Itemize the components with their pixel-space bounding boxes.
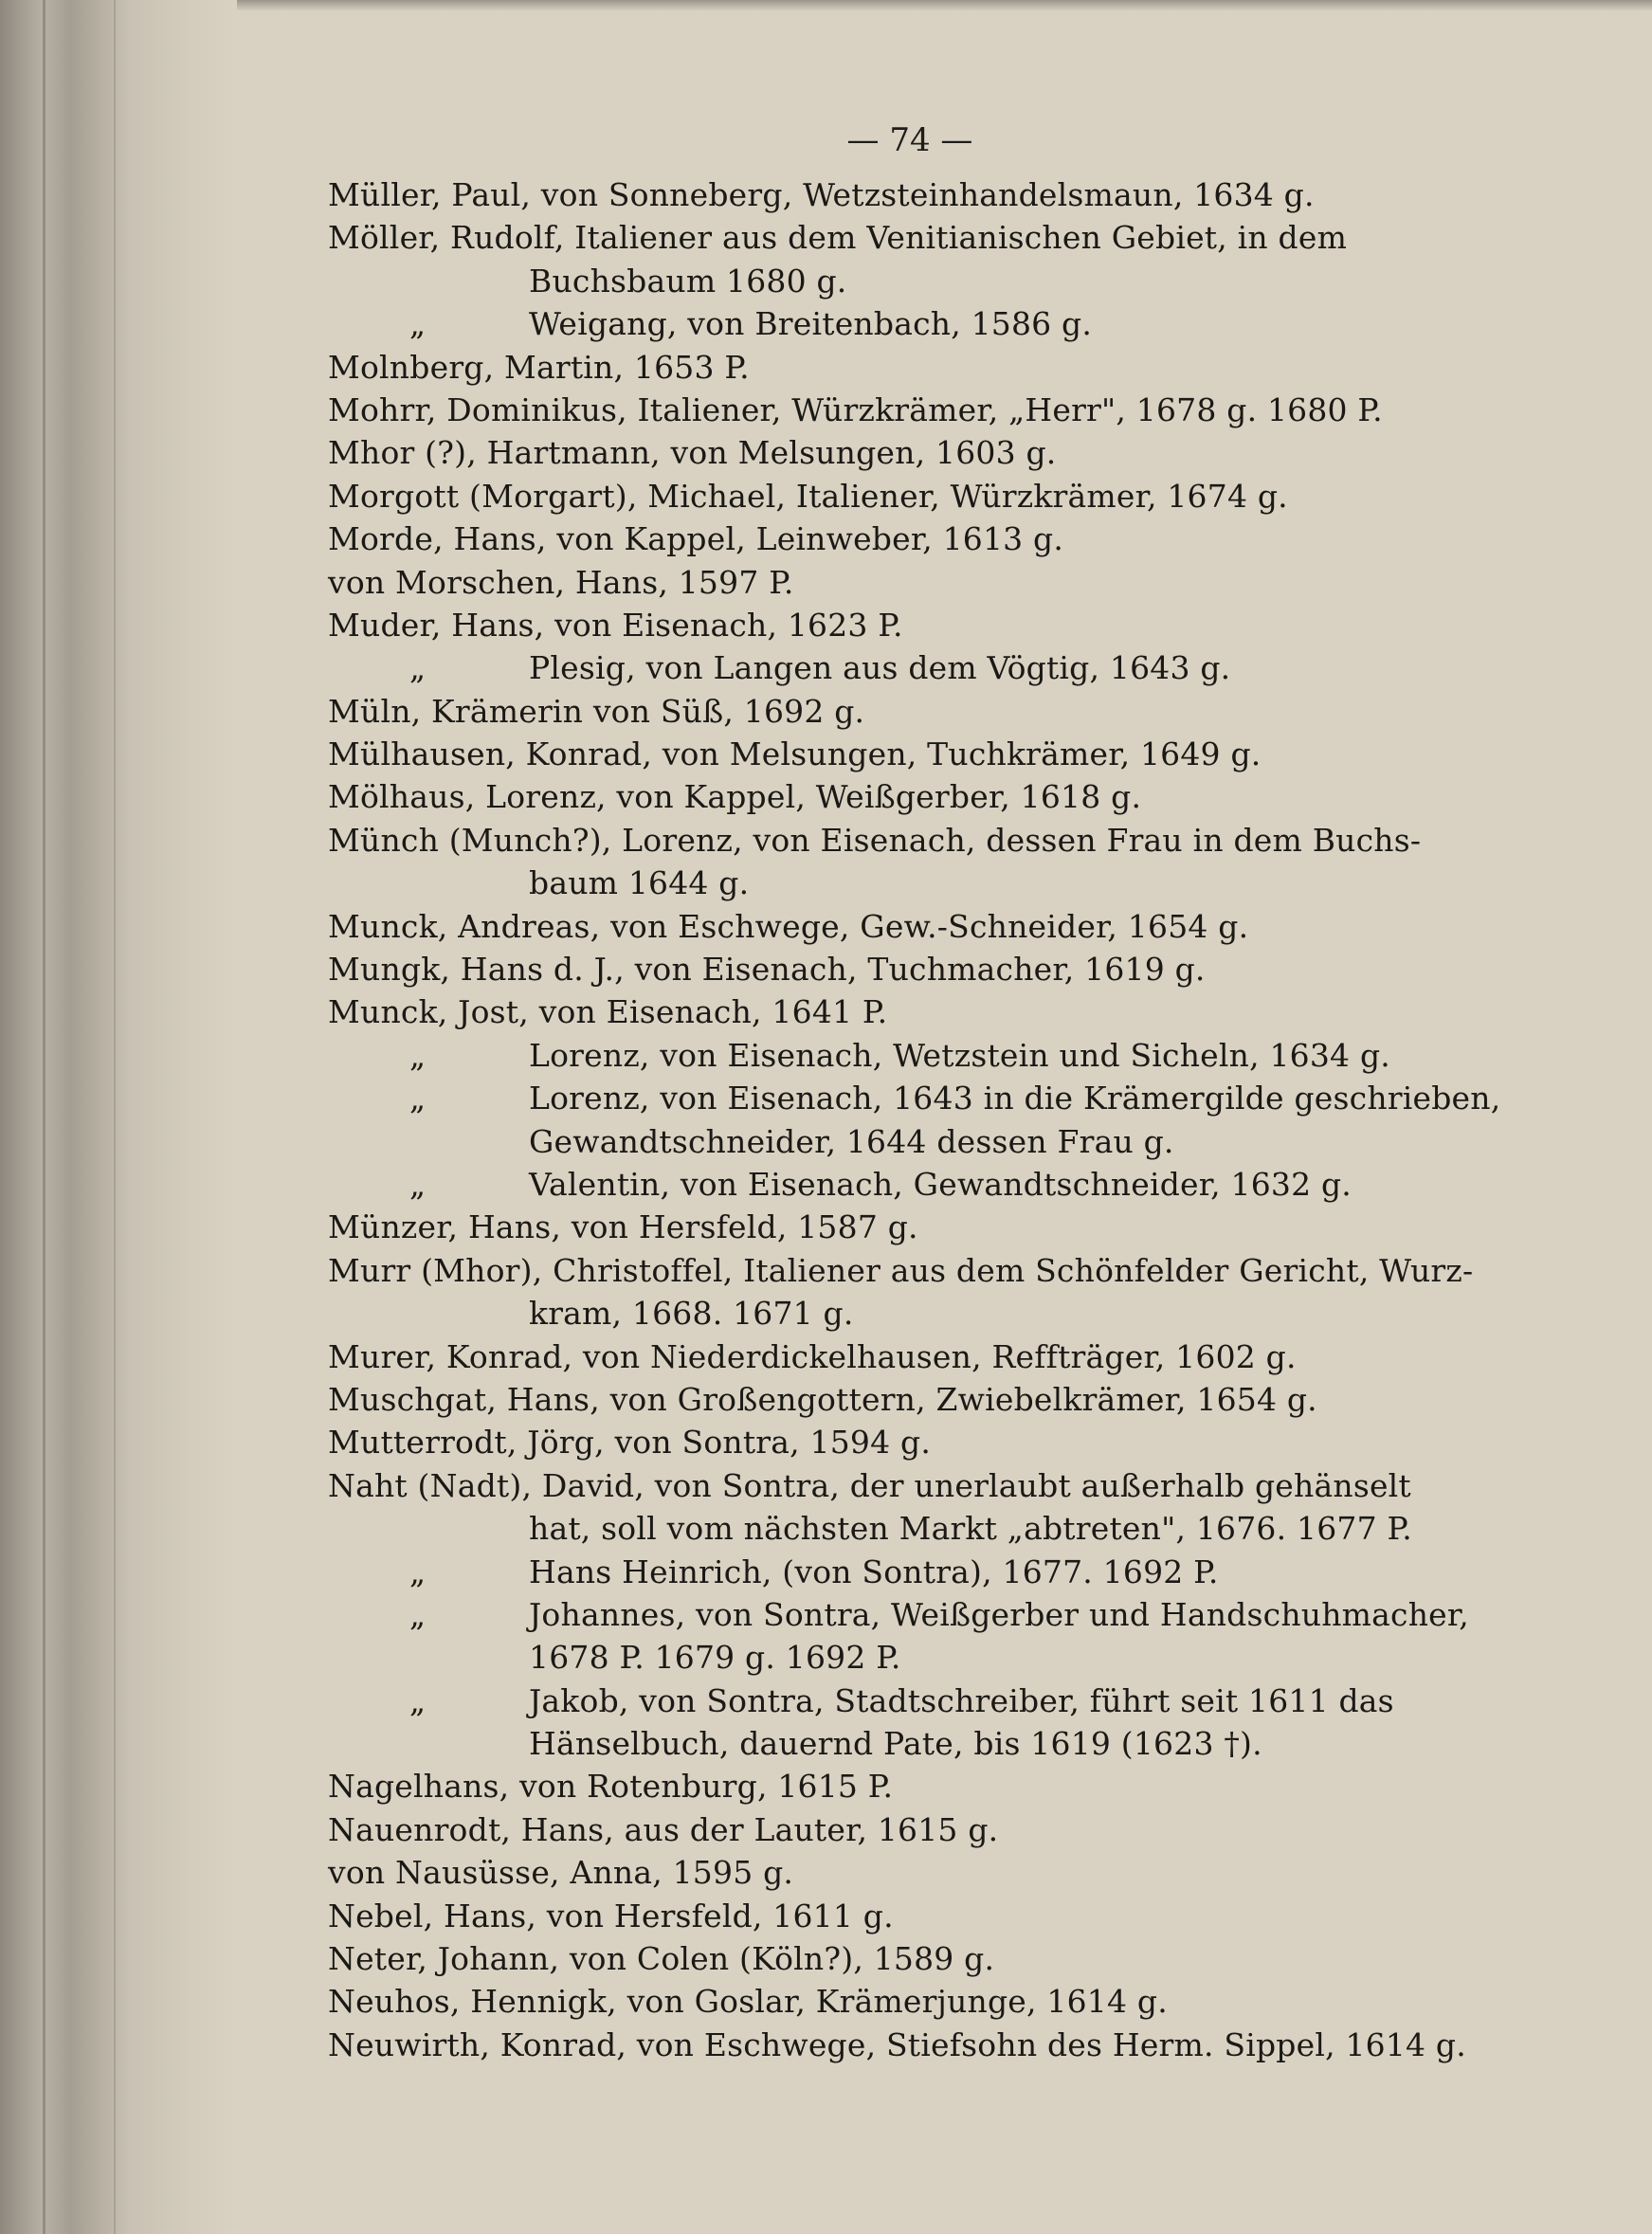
page-top-edge bbox=[0, 0, 1652, 11]
entry-text: Murr (Mhor), Christoffel, Italiener aus dem Schönfelder Gericht, Wurz- bbox=[328, 1251, 1474, 1289]
page-number: — 74 — bbox=[846, 121, 973, 159]
ditto-mark: „ bbox=[409, 305, 427, 343]
register-entry bbox=[328, 819, 1551, 862]
entry-text: baum 1644 g. bbox=[529, 864, 750, 902]
register-entry bbox=[328, 1335, 1551, 1378]
entry-text: Mhor (?), Hartmann, von Melsungen, 1603 g. bbox=[328, 434, 1057, 472]
entry-text: Hans Heinrich, (von Sontra), 1677. 1692 P. bbox=[529, 1553, 1219, 1590]
entry-continuation-line bbox=[328, 1507, 1551, 1550]
entry-text: 1678 P. 1679 g. 1692 P. bbox=[529, 1639, 901, 1677]
ditto-entry-line bbox=[328, 646, 1551, 689]
register-entry bbox=[328, 2024, 1551, 2066]
ditto-mark: „ bbox=[409, 1165, 427, 1203]
register-entry bbox=[328, 733, 1551, 775]
entry-text: Jakob, von Sontra, Stadtschreiber, führt seit 1611 das bbox=[529, 1681, 1394, 1719]
ditto-mark: „ bbox=[409, 1681, 427, 1719]
register-entries bbox=[328, 173, 1551, 2066]
entry-text: Neuwirth, Konrad, von Eschwege, Stiefsohn des Herm. Sippel, 1614 g. bbox=[328, 2025, 1466, 2063]
register-entry bbox=[328, 346, 1551, 389]
register-entry bbox=[328, 518, 1551, 560]
entry-text: Morgott (Morgart), Michael, Italiener, Würzkrämer, 1674 g. bbox=[328, 477, 1288, 515]
entry-text: Munck, Andreas, von Eschwege, Gew.-Schneider, 1654 g. bbox=[328, 907, 1249, 945]
ditto-mark: „ bbox=[409, 649, 427, 687]
entry-text: Muder, Hans, von Eisenach, 1623 P. bbox=[328, 606, 903, 644]
ditto-entry-line bbox=[328, 302, 1551, 345]
ditto-entry-line bbox=[328, 1593, 1551, 1636]
entry-text: Valentin, von Eisenach, Gewandtschneider, 1632 g. bbox=[529, 1165, 1352, 1203]
entry-text: Johannes, von Sontra, Weißgerber und Handschuhmacher, bbox=[529, 1595, 1469, 1633]
book-page-edges bbox=[0, 0, 237, 2234]
entry-text: Mutterrodt, Jörg, von Sontra, 1594 g. bbox=[328, 1424, 932, 1462]
register-entry bbox=[328, 905, 1551, 948]
entry-text: Gewandtschneider, 1644 dessen Frau g. bbox=[529, 1122, 1174, 1160]
entry-text: Mungk, Hans d. J., von Eisenach, Tuchmacher, 1619 g. bbox=[328, 951, 1206, 989]
entry-text: Molnberg, Martin, 1653 P. bbox=[328, 348, 750, 386]
entry-text: Nauenrodt, Hans, aus der Lauter, 1615 g. bbox=[328, 1810, 999, 1848]
entry-text: Neuhos, Hennigk, von Goslar, Krämerjunge, 1614 g. bbox=[328, 1983, 1168, 2021]
entry-continuation-line bbox=[328, 1722, 1551, 1765]
entry-text: Lorenz, von Eisenach, 1643 in die Krämergilde geschrieben, bbox=[529, 1080, 1501, 1117]
entry-text: Müln, Krämerin von Süß, 1692 g. bbox=[328, 692, 865, 730]
register-entry bbox=[328, 431, 1551, 474]
entry-text: Murer, Konrad, von Niederdickelhausen, Reffträger, 1602 g. bbox=[328, 1337, 1297, 1375]
ditto-entry-line bbox=[328, 1077, 1551, 1119]
entry-continuation-line bbox=[328, 260, 1551, 302]
register-entry bbox=[328, 1851, 1551, 1894]
entry-text: Plesig, von Langen aus dem Vögtig, 1643 g. bbox=[529, 649, 1231, 687]
entry-text: Lorenz, von Eisenach, Wetzstein und Sicheln, 1634 g. bbox=[529, 1036, 1390, 1074]
register-entry bbox=[328, 1249, 1551, 1292]
entry-continuation-line bbox=[328, 1292, 1551, 1335]
entry-text: Weigang, von Breitenbach, 1586 g. bbox=[529, 305, 1093, 343]
entry-text: Naht (Nadt), David, von Sontra, der unerlaubt außerhalb gehänselt bbox=[328, 1466, 1411, 1504]
entry-continuation-line bbox=[328, 862, 1551, 904]
entry-text: Müller, Paul, von Sonneberg, Wetzsteinhandelsmaun, 1634 g. bbox=[328, 176, 1315, 213]
register-entry bbox=[328, 1464, 1551, 1507]
ditto-mark: „ bbox=[409, 1080, 427, 1117]
ditto-entry-line bbox=[328, 1680, 1551, 1722]
ditto-entry-line bbox=[328, 1163, 1551, 1206]
register-entry bbox=[328, 948, 1551, 990]
entry-text: kram, 1668. 1671 g. bbox=[529, 1295, 854, 1333]
ditto-mark: „ bbox=[409, 1553, 427, 1590]
ditto-entry-line bbox=[328, 1551, 1551, 1593]
register-entry bbox=[328, 1421, 1551, 1463]
register-entry bbox=[328, 1765, 1551, 1807]
register-entry bbox=[328, 604, 1551, 646]
register-entry bbox=[328, 173, 1551, 216]
entry-text: Mülhausen, Konrad, von Melsungen, Tuchkrämer, 1649 g. bbox=[328, 736, 1262, 773]
register-entry bbox=[328, 389, 1551, 431]
ditto-entry-line bbox=[328, 1034, 1551, 1077]
entry-text: Möller, Rudolf, Italiener aus dem Venitianischen Gebiet, in dem bbox=[328, 219, 1348, 257]
entry-text: Münzer, Hans, von Hersfeld, 1587 g. bbox=[328, 1208, 918, 1246]
entry-text: Münch (Munch?), Lorenz, von Eisenach, dessen Frau in dem Buchs- bbox=[328, 821, 1422, 859]
ditto-mark: „ bbox=[409, 1036, 427, 1074]
entry-text: Hänselbuch, dauernd Pate, bis 1619 (1623 †). bbox=[529, 1725, 1262, 1763]
register-entry bbox=[328, 475, 1551, 518]
register-entry bbox=[328, 1808, 1551, 1851]
entry-text: Mohrr, Dominikus, Italiener, Würzkrämer, „Herr", 1678 g. 1680 P. bbox=[328, 390, 1383, 428]
entry-text: Muschgat, Hans, von Großengottern, Zwiebelkrämer, 1654 g. bbox=[328, 1380, 1317, 1418]
register-entry bbox=[328, 561, 1551, 604]
entry-continuation-line bbox=[328, 1636, 1551, 1679]
entry-text: Buchsbaum 1680 g. bbox=[529, 262, 847, 300]
entry-text: Munck, Jost, von Eisenach, 1641 P. bbox=[328, 993, 888, 1031]
register-entry bbox=[328, 690, 1551, 733]
register-entry bbox=[328, 1980, 1551, 2023]
entry-text: von Nausüsse, Anna, 1595 g. bbox=[328, 1854, 794, 1892]
entry-text: Morde, Hans, von Kappel, Leinweber, 1613 g. bbox=[328, 520, 1064, 558]
entry-text: Mölhaus, Lorenz, von Kappel, Weißgerber, 1618 g. bbox=[328, 778, 1142, 816]
register-entry bbox=[328, 1937, 1551, 1980]
entry-text: Nagelhans, von Rotenburg, 1615 P. bbox=[328, 1768, 894, 1806]
entry-text: hat, soll vom nächsten Markt „abtreten", 1676. 1677 P. bbox=[529, 1510, 1412, 1548]
register-entry bbox=[328, 216, 1551, 259]
register-entry bbox=[328, 1206, 1551, 1248]
register-entry bbox=[328, 775, 1551, 818]
register-entry bbox=[328, 1895, 1551, 1937]
entry-text: Nebel, Hans, von Hersfeld, 1611 g. bbox=[328, 1897, 894, 1934]
entry-continuation-line bbox=[328, 1120, 1551, 1163]
register-entry bbox=[328, 1378, 1551, 1421]
entry-text: Neter, Johann, von Colen (Köln?), 1589 g. bbox=[328, 1940, 995, 1978]
register-entry bbox=[328, 990, 1551, 1033]
ditto-mark: „ bbox=[409, 1595, 427, 1633]
entry-text: von Morschen, Hans, 1597 P. bbox=[328, 563, 794, 601]
